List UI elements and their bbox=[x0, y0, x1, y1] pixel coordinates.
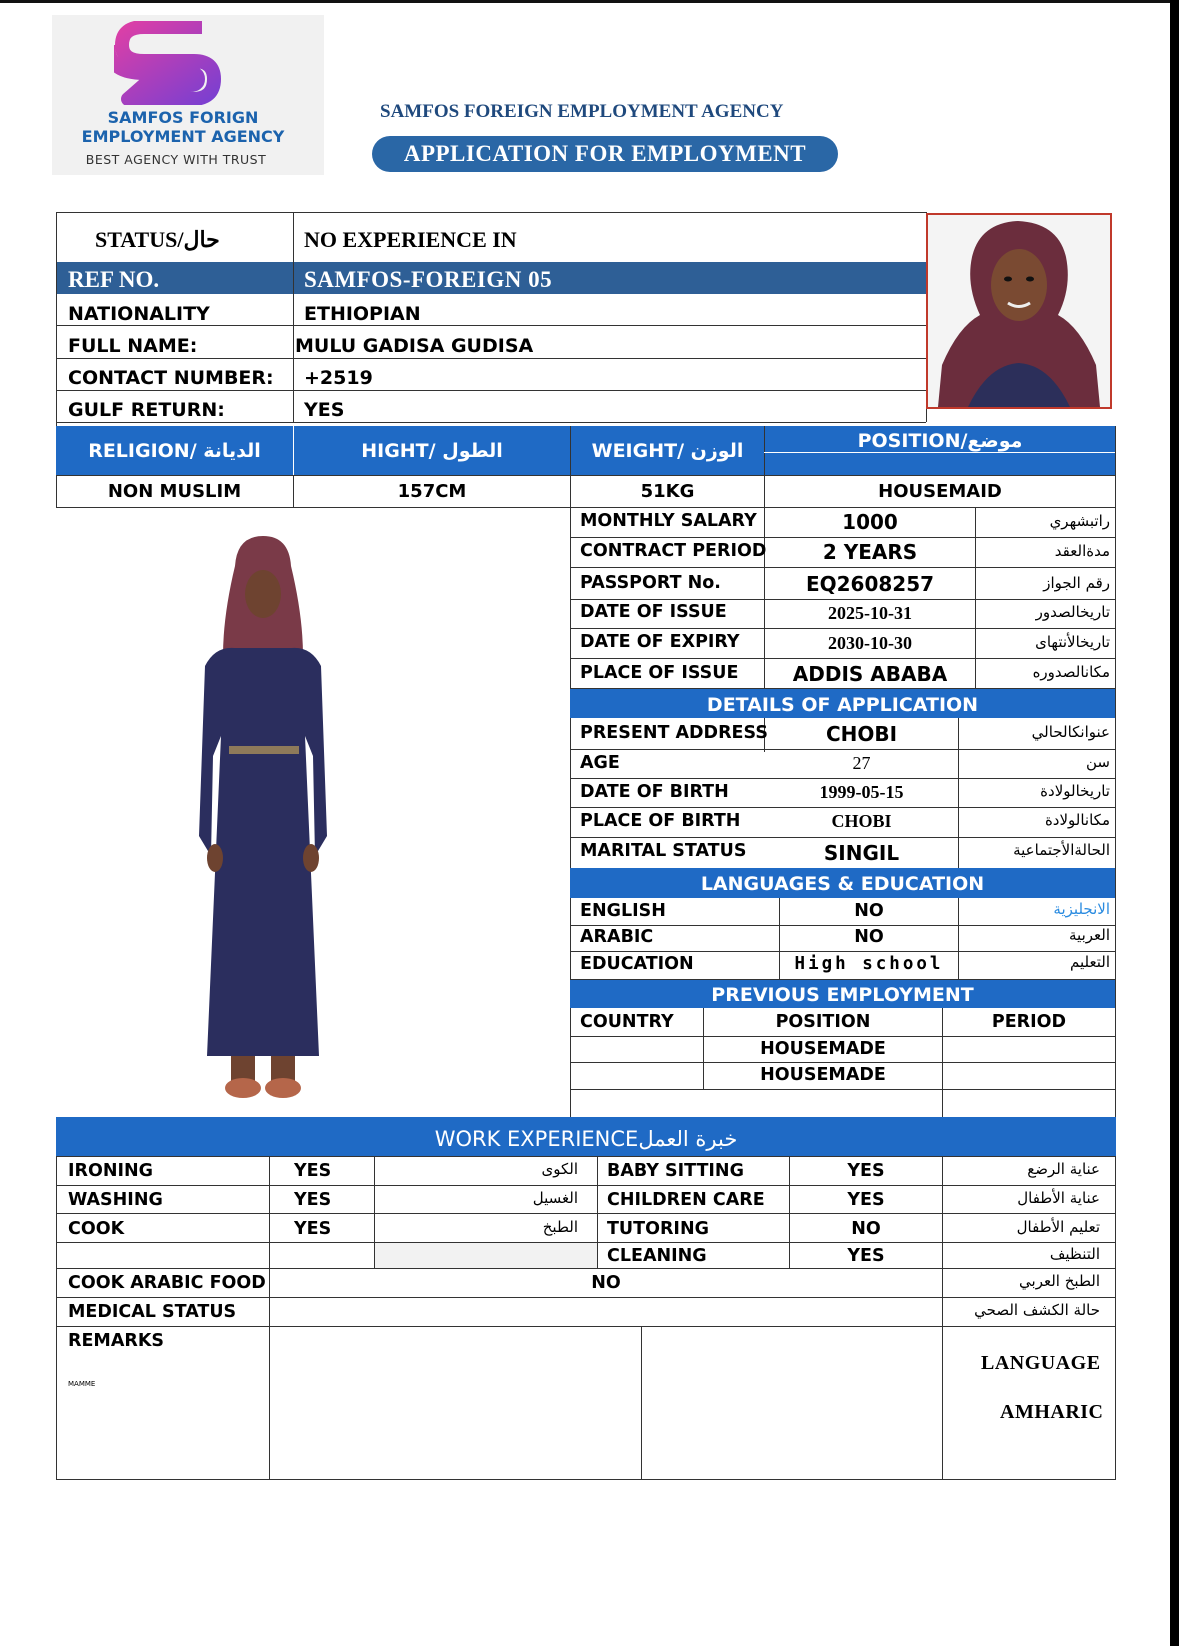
contract-label: CONTRACT PERIOD bbox=[580, 541, 767, 561]
work-arabic: الكوى bbox=[541, 1160, 578, 1178]
logo-name-line1: SAMFOS FORIGN bbox=[107, 108, 259, 127]
contract-value: 2030-10-30 bbox=[828, 633, 912, 653]
language-spoken-label: LANGUAGE bbox=[981, 1352, 1101, 1374]
medical-label: MEDICAL STATUS bbox=[68, 1302, 237, 1322]
cook-arabic-label: COOK ARABIC FOOD bbox=[68, 1273, 266, 1293]
work-value: YES bbox=[847, 1161, 885, 1181]
detail-label: PRESENT ADDRESS bbox=[580, 723, 768, 743]
contract-label: MONTHLY SALARY bbox=[580, 511, 757, 531]
detail-label: MARITAL STATUS bbox=[580, 841, 747, 861]
work-value: YES bbox=[294, 1219, 332, 1239]
weight-label: WEIGHT/ الوزن bbox=[591, 440, 744, 462]
contract-arabic: رقم الجواز bbox=[1043, 574, 1110, 592]
agency-logo bbox=[52, 15, 324, 175]
work-value: YES bbox=[294, 1161, 332, 1181]
nationality-label: NATIONALITY bbox=[68, 303, 210, 325]
detail-value: 1999-05-15 bbox=[819, 782, 904, 802]
work-skill: CLEANING bbox=[607, 1246, 707, 1266]
detail-value: CHOBI bbox=[825, 722, 898, 746]
language-arabic: التعليم bbox=[1070, 953, 1110, 971]
contract-label: PLACE OF ISSUE bbox=[580, 663, 739, 683]
work-value: YES bbox=[847, 1190, 885, 1210]
application-title: APPLICATION FOR EMPLOYMENT bbox=[372, 136, 838, 172]
detail-arabic: تاريخالولادة bbox=[1040, 782, 1110, 800]
detail-arabic: الحالةالأجتماعية bbox=[1013, 841, 1110, 859]
language-arabic: العربية bbox=[1069, 926, 1110, 944]
work-skill: IRONING bbox=[68, 1161, 154, 1181]
work-value: YES bbox=[294, 1190, 332, 1210]
ref-value: SAMFOS-FOREIGN 05 bbox=[304, 267, 553, 292]
detail-arabic: مكانالولادة bbox=[1044, 811, 1110, 829]
logo-tagline: BEST AGENCY WITH TRUST bbox=[85, 152, 267, 167]
agency-title: SAMFOS FOREIGN EMPLOYMENT AGENCY bbox=[380, 101, 784, 122]
previous-position: HOUSEMADE bbox=[760, 1065, 886, 1085]
work-arabic: تعليم الأطفال bbox=[1016, 1218, 1100, 1236]
contract-arabic: تاريخالصدور bbox=[1035, 603, 1110, 621]
weight-value: 51KG bbox=[640, 481, 695, 502]
work-value: YES bbox=[847, 1246, 885, 1266]
contact-value: +2519 bbox=[304, 367, 373, 389]
height-value: 157CM bbox=[397, 481, 467, 502]
contract-label: DATE OF EXPIRY bbox=[580, 632, 740, 652]
religion-value: NON MUSLIM bbox=[107, 481, 242, 502]
detail-label: DATE OF BIRTH bbox=[580, 782, 729, 802]
height-label: HIGHT/ الطول bbox=[361, 440, 503, 462]
cook-arabic-value: NO bbox=[591, 1273, 621, 1293]
status-value: NO EXPERIENCE IN bbox=[304, 227, 517, 252]
work-experience-heading: WORK EXPERIENCEخبرة العمل bbox=[434, 1127, 738, 1151]
detail-label: AGE bbox=[580, 753, 620, 773]
contract-label: PASSPORT No. bbox=[580, 573, 721, 593]
previous-heading: PREVIOUS EMPLOYMENT bbox=[711, 984, 974, 1006]
language-label: ARABIC bbox=[580, 927, 654, 947]
work-arabic: التنظيف bbox=[1049, 1245, 1100, 1263]
previous-position-header: POSITION bbox=[775, 1012, 871, 1032]
portrait-photo bbox=[926, 213, 1112, 409]
contract-value: ADDIS ABABA bbox=[792, 662, 948, 686]
contract-arabic: مكانالصدوره bbox=[1032, 663, 1110, 681]
language-label: EDUCATION bbox=[580, 954, 694, 974]
contract-label: DATE OF ISSUE bbox=[580, 602, 727, 622]
work-arabic: عناية الأطفال bbox=[1017, 1189, 1100, 1207]
contract-value: EQ2608257 bbox=[805, 572, 935, 596]
gulf-return-label: GULF RETURN: bbox=[68, 399, 225, 421]
status-label: STATUS/حال bbox=[95, 227, 220, 252]
detail-arabic: سن bbox=[1086, 753, 1110, 771]
nationality-value: ETHIOPIAN bbox=[304, 303, 421, 325]
detail-value: CHOBI bbox=[831, 811, 892, 831]
work-skill: COOK bbox=[68, 1219, 125, 1239]
logo-name-line2: EMPLOYMENT AGENCY bbox=[81, 127, 285, 146]
contact-label: CONTACT NUMBER: bbox=[68, 367, 274, 389]
fullname-value: MULU GADISA GUDISA bbox=[295, 335, 534, 357]
languages-heading: LANGUAGES & EDUCATION bbox=[700, 873, 985, 895]
language-label: ENGLISH bbox=[580, 901, 666, 921]
gulf-return-value: YES bbox=[304, 399, 345, 421]
ref-label: REF NO. bbox=[68, 267, 160, 292]
work-arabic: عناية الرضع bbox=[1027, 1160, 1100, 1178]
contract-arabic: راتبشهري bbox=[1049, 512, 1110, 530]
work-skill: WASHING bbox=[68, 1190, 163, 1210]
language-value: NO bbox=[854, 927, 884, 947]
previous-position: HOUSEMADE bbox=[760, 1039, 886, 1059]
work-arabic: الغسيل bbox=[532, 1189, 578, 1207]
contract-arabic: مدةالعقد bbox=[1054, 542, 1110, 560]
full-body-photo bbox=[185, 536, 340, 1111]
religion-label: RELIGION/ الديانة bbox=[88, 440, 261, 462]
language-value: NO bbox=[854, 901, 884, 921]
fullname-label: FULL NAME: bbox=[68, 335, 198, 357]
detail-label: PLACE OF BIRTH bbox=[580, 811, 741, 831]
detail-value: 27 bbox=[852, 753, 871, 773]
previous-period-header: PERIOD bbox=[991, 1012, 1067, 1032]
portrait-figure-icon bbox=[928, 215, 1110, 407]
work-arabic: الطبخ bbox=[542, 1218, 578, 1236]
contract-value: 2025-10-31 bbox=[828, 603, 912, 623]
remarks-note: MAMME bbox=[68, 1380, 96, 1388]
language-spoken-value: AMHARIC bbox=[1000, 1401, 1104, 1423]
contract-value: 2 YEARS bbox=[822, 540, 918, 564]
contract-value: 1000 bbox=[842, 510, 898, 534]
work-value: NO bbox=[851, 1219, 881, 1239]
detail-value: SINGIL bbox=[823, 841, 900, 865]
position-value: HOUSEMAID bbox=[878, 481, 1002, 502]
logo-name bbox=[52, 108, 314, 146]
medical-arabic: حالة الكشف الصحي bbox=[974, 1301, 1100, 1319]
samfos-s-logo-icon bbox=[114, 21, 224, 105]
details-heading: DETAILS OF APPLICATION bbox=[706, 694, 979, 716]
full-body-figure-icon bbox=[185, 536, 340, 1111]
work-skill: BABY SITTING bbox=[607, 1161, 744, 1181]
work-skill: CHILDREN CARE bbox=[607, 1190, 765, 1210]
language-arabic: الانجليزية bbox=[1053, 900, 1110, 918]
cook-arabic-arabic: الطبخ العربي bbox=[1019, 1272, 1100, 1290]
language-value: High school bbox=[794, 954, 944, 974]
position-label: POSITION/موضع bbox=[857, 430, 1023, 452]
remarks-label: REMARKS bbox=[68, 1331, 165, 1351]
previous-country-header: COUNTRY bbox=[580, 1012, 674, 1032]
contract-arabic: تاريخالأنتهاى bbox=[1035, 633, 1110, 651]
detail-arabic: عنوانكالحالي bbox=[1031, 723, 1110, 741]
work-skill: TUTORING bbox=[607, 1219, 709, 1239]
